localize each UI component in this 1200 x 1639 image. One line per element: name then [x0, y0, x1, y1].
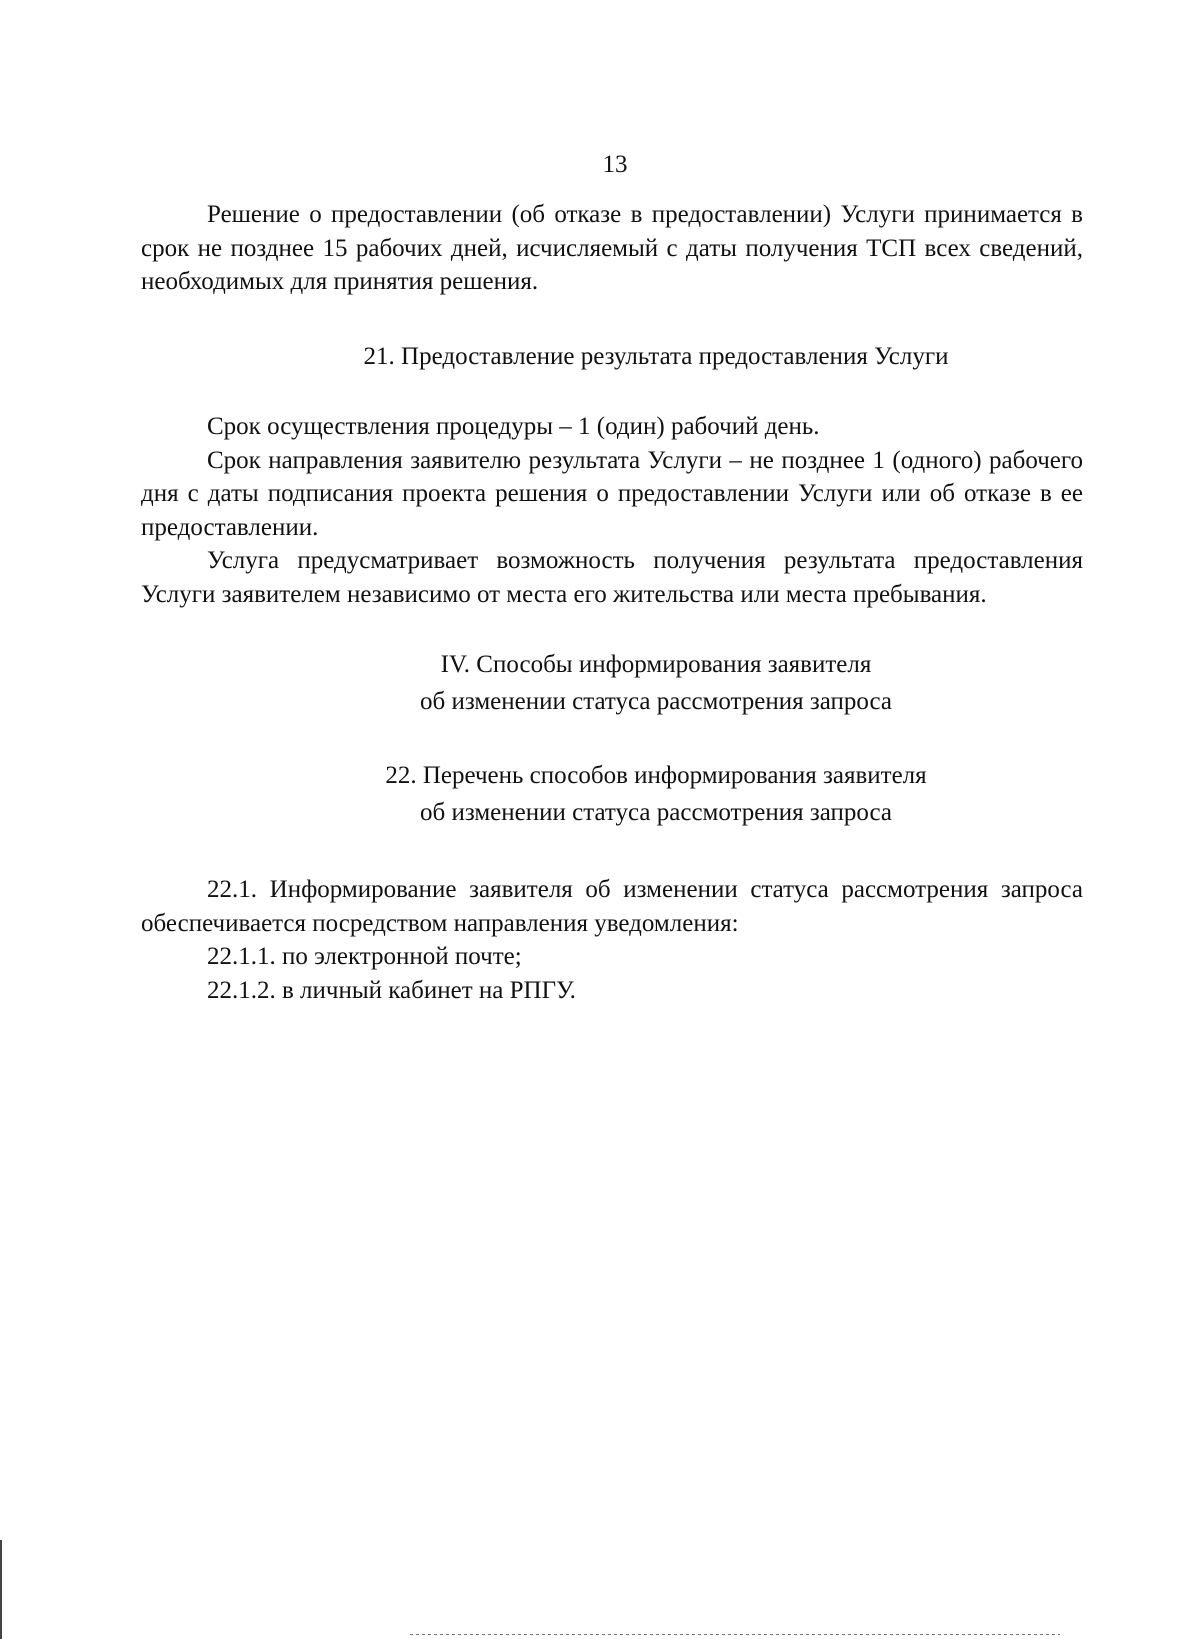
scan-edge-left: [0, 1540, 2, 1639]
list-item-email: 22.1.1. по электронной почте;: [207, 943, 522, 970]
section-22-body: [141, 873, 1083, 1007]
paragraph-procedure-term: Срок осуществления процедуры – 1 (один) рабочий день.: [207, 413, 820, 440]
section-22-heading-line1: 22. Перечень способов информирования заявителя: [385, 762, 927, 789]
section-iv-heading-line1: IV. Способы информирования заявителя: [440, 651, 872, 678]
section-iv-heading: [141, 646, 1083, 720]
section-22-heading-line2: об изменении статуса рассмотрения запроса: [419, 799, 893, 826]
list-item-personal-account: 22.1.2. в личный кабинет на РПГУ.: [207, 976, 576, 1004]
section-22-heading: [141, 757, 1083, 831]
intro-block: [141, 198, 1083, 299]
section-iv-heading-line2: об изменении статуса рассмотрения запроса: [419, 688, 893, 715]
section-21-body: [141, 410, 1083, 611]
page-number: 13: [602, 151, 628, 178]
paragraph-result-extraterritorial: Услуга предусматривает возможность получения результата предоставления Услуги заявителем независимо от места его жительства или места пребывания.: [141, 547, 1083, 608]
scan-edge-bottom: [410, 1634, 1060, 1635]
section-21-heading-text: 21. Предоставление результата предоставления Услуги: [363, 343, 949, 370]
paragraph-decision-term: Решение о предоставлении (об отказе в предоставлении) Услуги принимается в срок не позднее 15 рабочих дней, исчисляемый с даты получения ТСП всех сведений, необходимых для принятия решения.: [141, 201, 1083, 295]
section-21-heading: [141, 338, 1083, 375]
paragraph-result-delivery-term: Срок направления заявителю результата Услуги – не позднее 1 (одного) рабочего дня с даты подписания проекта решения о предоставлении Услуги или об отказе в ее предоставлении.: [141, 446, 1083, 541]
paragraph-informing-methods: 22.1. Информирование заявителя об изменении статуса рассмотрения запроса обеспечивается посредством направления уведомления:: [141, 876, 1083, 937]
